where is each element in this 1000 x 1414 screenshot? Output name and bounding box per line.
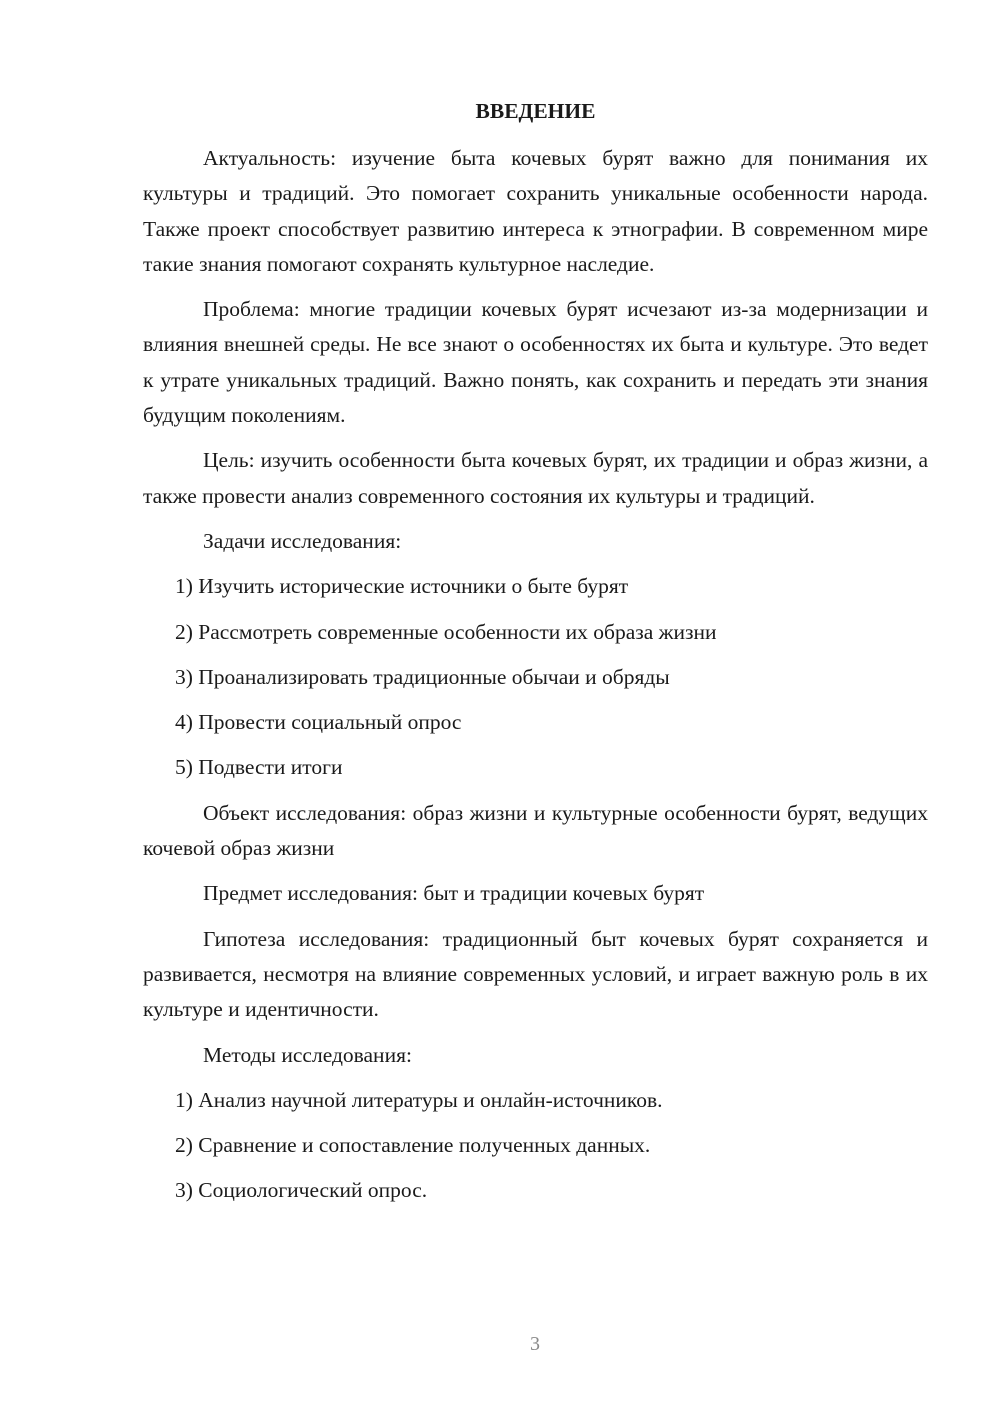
page-number: 3	[530, 1333, 540, 1355]
page-content	[143, 94, 928, 1219]
paragraph-relevance: Актуальность: изучение быта кочевых бурят важно для понимания их культуры и традиций. Это помогает сохранить уникальные особенности народа. Также проект способствует развитию интереса к этнографии. В современном мире такие знания помогают сохранять культурное наследие.	[143, 146, 928, 276]
tasks-heading: Задачи исследования:	[203, 528, 402, 553]
paragraph-hypothesis: Гипотеза исследования: традиционный быт кочевых бурят сохраняется и развивается, несмотря на влияние современных условий, и играет важную роль в их культуре и идентичности.	[143, 926, 928, 1022]
task-item: 2) Рассмотреть современные особенности их образа жизни	[175, 619, 717, 644]
method-item: 3) Социологический опрос.	[175, 1178, 428, 1203]
method-item: 1) Анализ научной литературы и онлайн-источников.	[175, 1087, 663, 1112]
paragraph-goal: Цель: изучить особенности быта кочевых бурят, их традиции и образ жизни, а также провести анализ современного состояния их культуры и традиций.	[143, 448, 928, 508]
methods-list	[143, 1083, 928, 1209]
method-item: 2) Сравнение и сопоставление полученных данных.	[175, 1133, 651, 1158]
task-item: 3) Проанализировать традиционные обычаи и обряды	[175, 664, 670, 689]
paragraph-object: Объект исследования: образ жизни и культурные особенности бурят, ведущих кочевой образ жизни	[143, 800, 928, 861]
page-title: ВВЕДЕНИЕ	[475, 99, 596, 123]
task-item: 4) Провести социальный опрос	[175, 710, 462, 735]
task-item: 1) Изучить исторические источники о быте бурят	[175, 574, 629, 599]
paragraph-problem: Проблема: многие традиции кочевых бурят исчезают из-за модернизации и влияния внешней среды. Не все знают о особенностях их быта и культуре. Это ведет к утрате уникальных традиций. Важно понять, как сохранить и передать эти знания будущим поколениям.	[143, 297, 928, 428]
paragraph-subject: Предмет исследования: быт и традиции кочевых бурят	[203, 881, 705, 906]
task-item: 5) Подвести итоги	[175, 755, 343, 780]
methods-heading: Методы исследования:	[203, 1042, 412, 1067]
tasks-list	[143, 569, 928, 785]
